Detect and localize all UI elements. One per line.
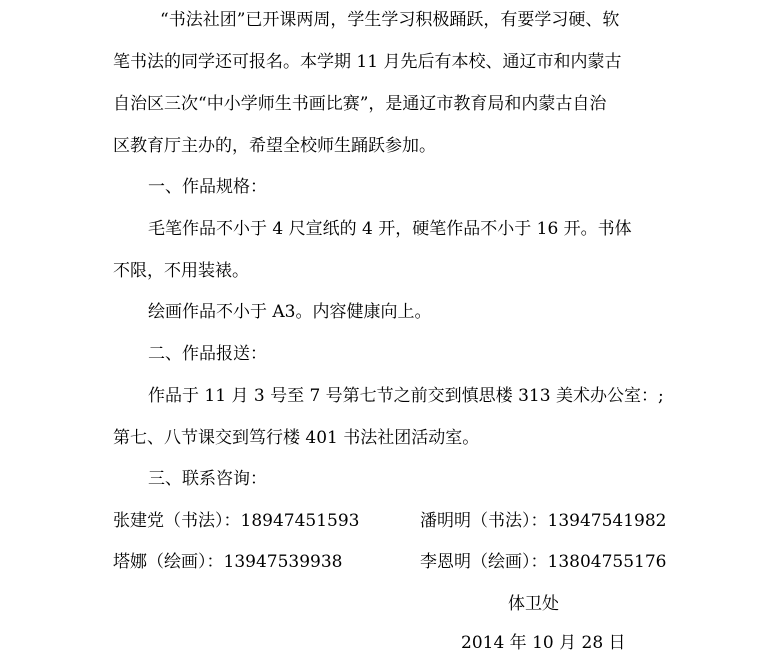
intro-paragraph-line: 区教育厅主办的，希望全校师生踊跃参加。 <box>113 136 436 156</box>
contact-entry: 潘明明（书法）：13947541982 <box>420 511 667 531</box>
contact-entry: 塔娜（绘画）：13947539938 <box>113 552 343 572</box>
specs-line: 毛笔作品不小于 4 尺宣纸的 4 开，硬笔作品不小于 16 开。书体 <box>148 219 632 239</box>
contact-entry: 张建党（书法）：18947451593 <box>113 511 360 531</box>
specs-line: 绘画作品不小于 A3。内容健康向上。 <box>148 302 432 322</box>
section-heading-contacts: 三、联系咨询： <box>148 469 267 489</box>
submission-line: 作品于 11 月 3 号至 7 号第七节之前交到慎思楼 313 美术办公室：; <box>148 386 664 406</box>
intro-paragraph-line: 自治区三次“中小学师生书画比赛”，是通辽市教育局和内蒙古自治 <box>113 94 607 114</box>
section-heading-specs: 一、作品规格： <box>148 177 267 197</box>
contact-entry: 李恩明（绘画）：13804755176 <box>420 552 667 572</box>
document-date: 2014 年 10 月 28 日 <box>461 633 626 653</box>
section-heading-submission: 二、作品报送： <box>148 344 267 364</box>
specs-line: 不限，不用装裱。 <box>113 261 249 281</box>
intro-paragraph-line: 笔书法的同学还可报名。本学期 11 月先后有本校、通辽市和内蒙古 <box>113 52 622 72</box>
intro-paragraph-line: “书法社团”已开课两周，学生学习积极踊跃，有要学习硬、软 <box>160 10 620 30</box>
submission-line: 第七、八节课交到笃行楼 401 书法社团活动室。 <box>113 428 480 448</box>
signature: 体卫处 <box>508 594 559 614</box>
